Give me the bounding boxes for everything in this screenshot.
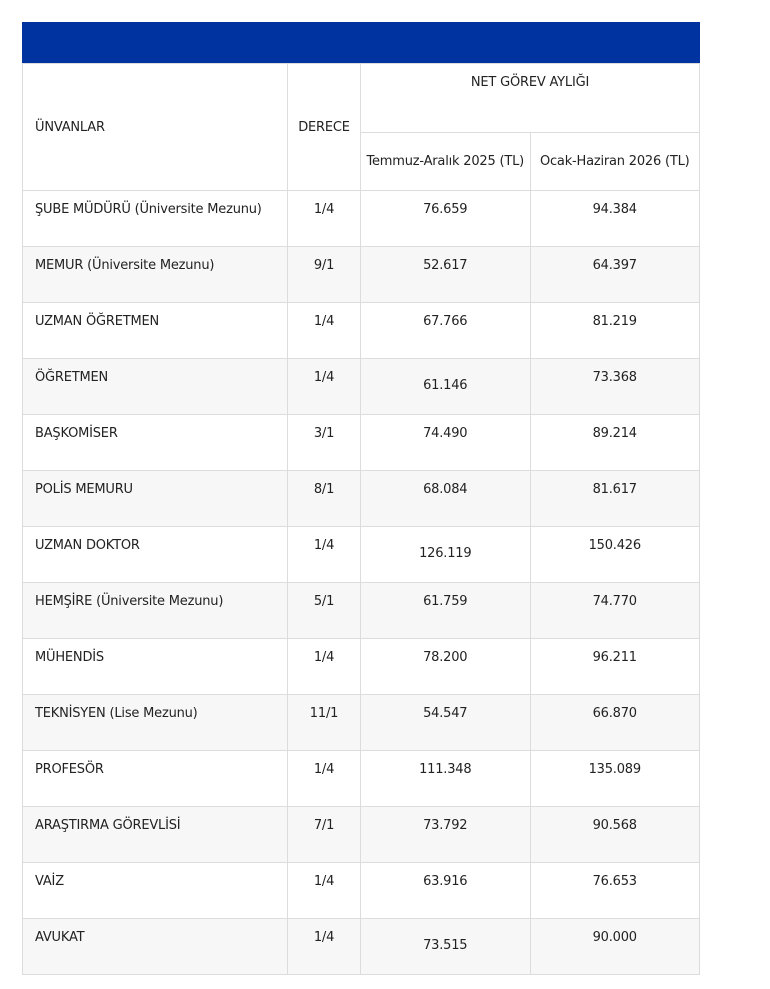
table-row	[23, 807, 700, 863]
cell-period-2: 81.219	[530, 303, 700, 359]
cell-period-2: 94.384	[530, 191, 700, 247]
cell-period-1: 73.515	[361, 919, 531, 975]
table-row	[23, 415, 700, 471]
cell-grade: 1/4	[288, 863, 361, 919]
cell-grade: 3/1	[288, 415, 361, 471]
cell-period-1: 74.490	[361, 415, 531, 471]
cell-title: TEKNİSYEN (Lise Mezunu)	[23, 695, 288, 751]
cell-period-2: 66.870	[530, 695, 700, 751]
cell-period-2: 74.770	[530, 583, 700, 639]
cell-period-1: 73.792	[361, 807, 531, 863]
cell-period-1: 54.547	[361, 695, 531, 751]
cell-title: VAİZ	[23, 863, 288, 919]
cell-title: ŞUBE MÜDÜRÜ (Üniversite Mezunu)	[23, 191, 288, 247]
cell-grade: 1/4	[288, 191, 361, 247]
salary-table	[22, 63, 700, 975]
cell-title: UZMAN DOKTOR	[23, 527, 288, 583]
cell-grade: 1/4	[288, 639, 361, 695]
column-header-net-salary: NET GÖREV AYLIĞI	[361, 64, 700, 133]
table-row	[23, 471, 700, 527]
cell-grade: 1/4	[288, 919, 361, 975]
cell-period-2: 150.426	[530, 527, 700, 583]
cell-period-1: 111.348	[361, 751, 531, 807]
cell-period-1: 67.766	[361, 303, 531, 359]
cell-grade: 5/1	[288, 583, 361, 639]
cell-period-2: 64.397	[530, 247, 700, 303]
cell-grade: 9/1	[288, 247, 361, 303]
cell-title: ÖĞRETMEN	[23, 359, 288, 415]
column-header-period-1: Temmuz-Aralık 2025 (TL)	[361, 133, 531, 191]
column-header-period-2: Ocak-Haziran 2026 (TL)	[530, 133, 700, 191]
cell-grade: 11/1	[288, 695, 361, 751]
cell-title: MEMUR (Üniversite Mezunu)	[23, 247, 288, 303]
cell-title: PROFESÖR	[23, 751, 288, 807]
column-header-grade: DERECE	[288, 64, 361, 191]
table-row	[23, 191, 700, 247]
column-header-title: ÜNVANLAR	[23, 64, 288, 191]
cell-grade: 1/4	[288, 359, 361, 415]
table-row	[23, 583, 700, 639]
cell-grade: 1/4	[288, 751, 361, 807]
cell-title: HEMŞİRE (Üniversite Mezunu)	[23, 583, 288, 639]
cell-grade: 7/1	[288, 807, 361, 863]
cell-grade: 1/4	[288, 303, 361, 359]
cell-title: BAŞKOMİSER	[23, 415, 288, 471]
table-row	[23, 919, 700, 975]
cell-period-1: 61.146	[361, 359, 531, 415]
cell-period-1: 126.119	[361, 527, 531, 583]
cell-period-1: 68.084	[361, 471, 531, 527]
cell-period-1: 78.200	[361, 639, 531, 695]
table-row	[23, 527, 700, 583]
cell-period-2: 89.214	[530, 415, 700, 471]
cell-period-2: 90.568	[530, 807, 700, 863]
cell-period-1: 76.659	[361, 191, 531, 247]
cell-title: POLİS MEMURU	[23, 471, 288, 527]
cell-title: AVUKAT	[23, 919, 288, 975]
table-row	[23, 695, 700, 751]
cell-period-2: 90.000	[530, 919, 700, 975]
table-row	[23, 639, 700, 695]
table-body	[23, 191, 700, 975]
cell-grade: 8/1	[288, 471, 361, 527]
cell-period-1: 63.916	[361, 863, 531, 919]
cell-title: MÜHENDİS	[23, 639, 288, 695]
cell-period-2: 135.089	[530, 751, 700, 807]
cell-period-2: 81.617	[530, 471, 700, 527]
cell-period-2: 76.653	[530, 863, 700, 919]
cell-title: UZMAN ÖĞRETMEN	[23, 303, 288, 359]
cell-period-2: 73.368	[530, 359, 700, 415]
table-row	[23, 751, 700, 807]
table-row	[23, 247, 700, 303]
cell-period-1: 61.759	[361, 583, 531, 639]
salary-table-container	[22, 22, 700, 975]
cell-period-2: 96.211	[530, 639, 700, 695]
table-row	[23, 359, 700, 415]
table-row	[23, 863, 700, 919]
table-header-bar	[22, 22, 700, 63]
cell-period-1: 52.617	[361, 247, 531, 303]
table-row	[23, 303, 700, 359]
cell-title: ARAŞTIRMA GÖREVLİSİ	[23, 807, 288, 863]
cell-grade: 1/4	[288, 527, 361, 583]
